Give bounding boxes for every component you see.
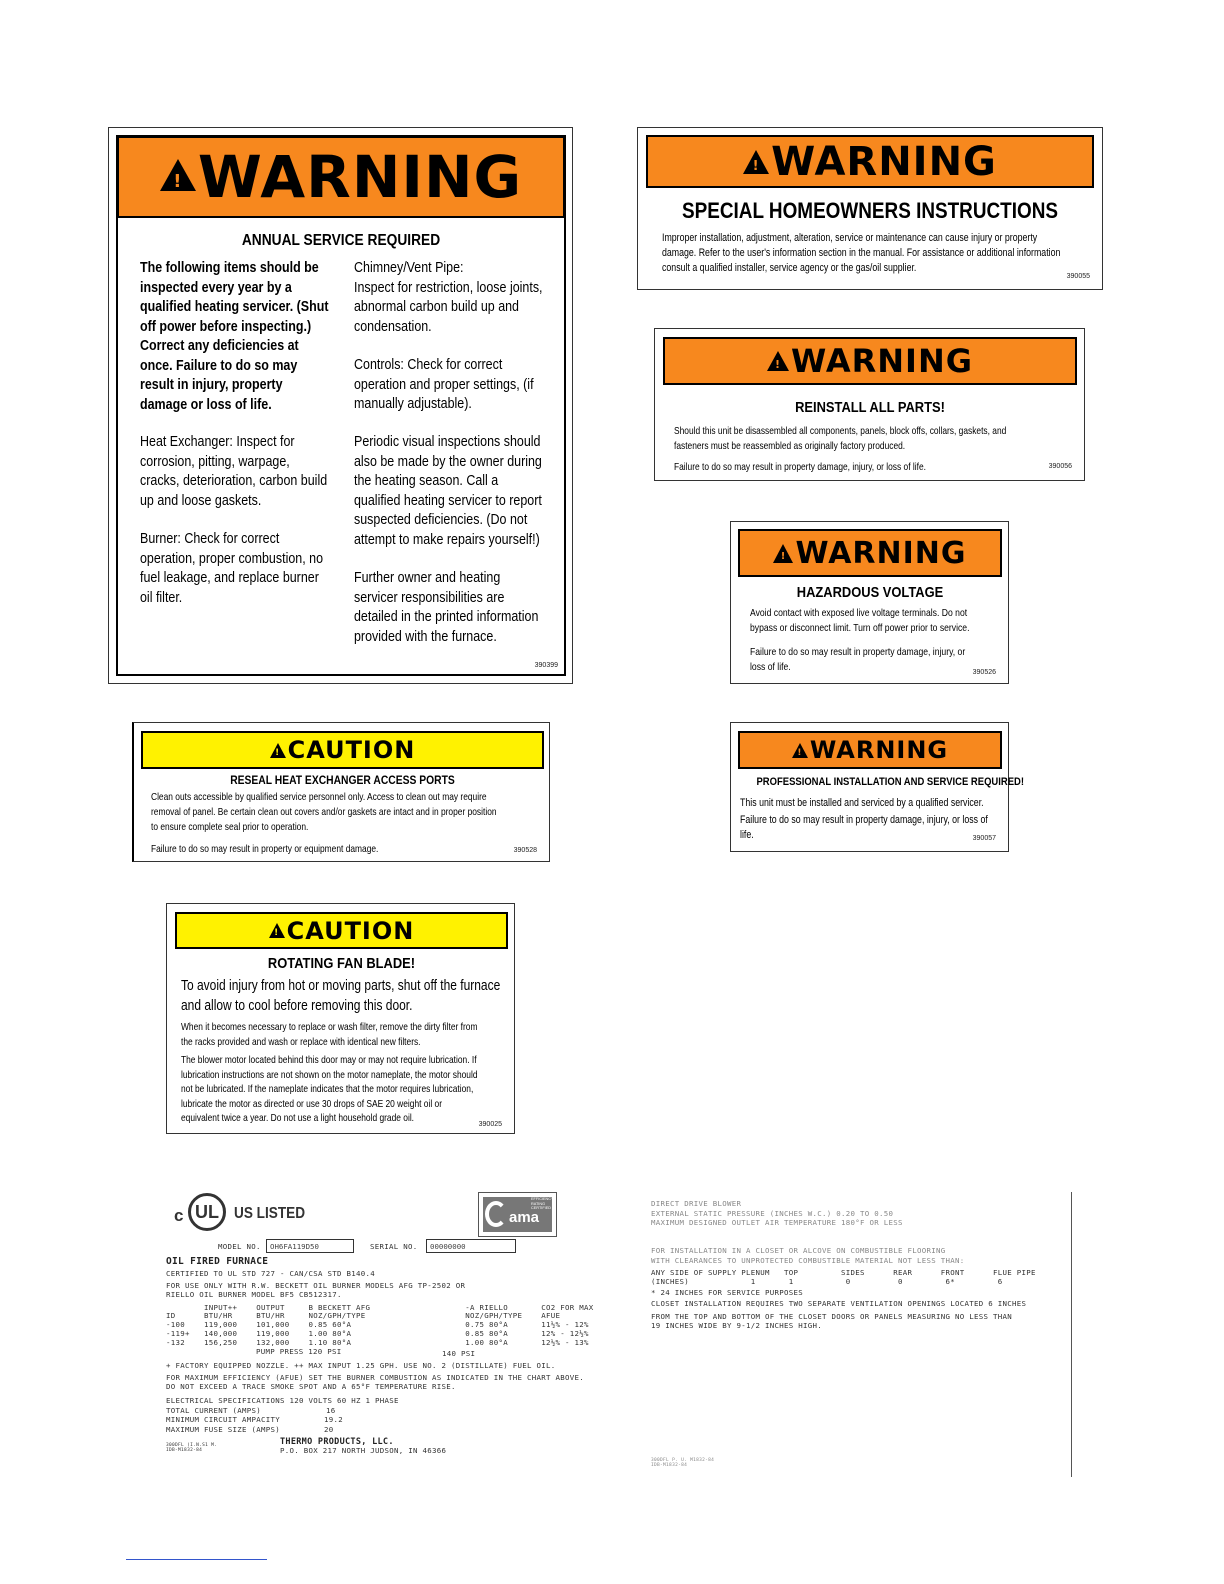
warning-banner [738, 731, 1002, 769]
closet-line: 19 INCHES WIDE BY 9-1/2 INCHES HIGH. [651, 1321, 822, 1330]
label-heading: PROFESSIONAL INSTALLATION AND SERVICE REQUIRED! [756, 776, 1025, 788]
caution-triangle-icon: ! [270, 743, 286, 758]
warning-banner [646, 135, 1094, 188]
cert-line: CERTIFIED TO UL STD 727 - CAN/CSA STD B140.4 [166, 1269, 375, 1278]
model-number-field: OH6FA119D50 [266, 1239, 354, 1253]
small-code: IDB-M1832-84 [166, 1448, 203, 1453]
serial-number-field: 00000000 [426, 1239, 516, 1253]
elec-key: MAXIMUM FUSE SIZE (AMPS) [166, 1425, 280, 1434]
caution-triangle-icon: ! [269, 923, 285, 938]
failure-text: Failure to do so may result in property or equipment damage. [151, 843, 379, 855]
warning-triangle-icon: ! [767, 351, 789, 371]
left-bold-text: The following items should be inspected every year by a qualified heating servicer. (Shut off power before inspecting.) Correct any deficiencies at once. Failure to do so may result in injury, property damage or loss of life. [140, 260, 329, 413]
warning-triangle-icon: ! [792, 743, 808, 758]
elec-key: TOTAL CURRENT (AMPS) [166, 1406, 261, 1415]
lubrication-text: The blower motor located behind this door may or may not require lubrication. If lubrication instructions are not shown on the motor nameplate, the motor should not be lubricated. If the nameplate indicates that the motor requires lubrication, lubricate the motor as directed or use 30 drops of SAE 20 weight oil or equivalent twice a year. Do not use a light household grade oil. [181, 1054, 478, 1124]
blower-nameplate [650, 1195, 1075, 1480]
caution-banner-text: CAUTION [286, 916, 415, 945]
warning-banner [663, 337, 1077, 385]
warning-banner-text: WARNING [795, 535, 967, 571]
warning-banner [117, 136, 565, 218]
part-number: 390057 [972, 835, 996, 842]
note-line: + FACTORY EQUIPPED NOZZLE. ++ MAX INPUT 1.25 GPH. USE NO. 2 (DISTILLATE) FUEL OIL. [166, 1361, 556, 1370]
closet-line: CLOSET INSTALLATION REQUIRES TWO SEPARATE VENTILATION OPENINGS LOCATED 6 INCHES [651, 1299, 1027, 1308]
elec-key: MINIMUM CIRCUIT AMPACITY [166, 1415, 280, 1424]
small-code: 300DFL P. U. M1832-84 [651, 1458, 715, 1463]
clearance-line: FOR INSTALLATION IN A CLOSET OR ALCOVE ON COMBUSTIBLE FLOORING [651, 1246, 946, 1255]
ul-circle-icon: UL [188, 1193, 226, 1231]
label-heading: SPECIAL HOMEOWNERS INSTRUCTIONS [682, 198, 1058, 223]
burner-text: Burner: Check for correct operation, proper combustion, no fuel leakage, and replace burner oil filter. [140, 531, 324, 606]
warning-triangle-icon: ! [743, 150, 769, 174]
serial-label: SERIAL NO. [370, 1242, 418, 1251]
small-code: IDB-M1832-84 [651, 1463, 688, 1468]
part-number: 390399 [534, 662, 558, 669]
periodic-text: Periodic visual inspections should also be made by the owner during the heating season. Call a qualified heating servicer to report suspected deficiencies. (Do not attempt to make repairs yourself!) [354, 434, 542, 548]
blower-line: MAXIMUM DESIGNED OUTLET AIR TEMPERATURE 180°F OR LESS [651, 1218, 903, 1227]
blower-line: DIRECT DRIVE BLOWER [651, 1199, 742, 1208]
ul-listed-text: US LISTED [234, 1205, 306, 1222]
part-number: 390025 [478, 1121, 502, 1128]
small-code: 300DFL (I.N.S1 M. [166, 1443, 218, 1448]
caution-banner-text: CAUTION [287, 736, 416, 764]
label-body: Improper installation, adjustment, alteration, service or maintenance can cause injury or property damage. Refer to the user's information section in the manual. For assistance or additional information consult a qualified installer, service agency or the gas/oil supplier. [662, 232, 1061, 274]
note-line: FOR MAXIMUM EFFICIENCY (AFUE) SET THE BURNER COMBUSTION AS INDICATED IN THE CHART ABOVE. [166, 1373, 584, 1382]
nameplate-title: OIL FIRED FURNACE [166, 1256, 269, 1267]
reinstall-parts-label [654, 328, 1085, 481]
label-body: This unit must be installed and serviced by a qualified servicer. [740, 797, 984, 809]
footnote-separator [126, 1559, 267, 1560]
warning-banner [738, 529, 1002, 577]
hazardous-voltage-label [730, 521, 1009, 684]
controls-text: Controls: Check for correct operation and proper settings, (if manually adjustable). [354, 357, 534, 412]
part-number: 390526 [972, 669, 996, 676]
table-header-2: ID BTU/HR BTU/HR NOZ/GPH/TYPE NOZ/GPH/TYPE AFUE [166, 1311, 561, 1320]
caution-banner [141, 731, 544, 769]
clearance-line: WITH CLEARANCES TO UNPROTECTED COMBUSTIBLE MATERIAL NOT LESS THAN: [651, 1256, 965, 1265]
pump-pressure-riello: 140 PSI [442, 1349, 476, 1358]
failure-text: Failure to do so may result in property damage, injury, or loss of life. [750, 646, 966, 673]
label-heading: ROTATING FAN BLADE! [267, 955, 416, 972]
clearance-header: ANY SIDE OF SUPPLY PLENUM TOP SIDES REAR FRONT FLUE PIPE [651, 1268, 1036, 1277]
label-heading: ANNUAL SERVICE REQUIRED [241, 232, 441, 249]
elec-value: 19.2 [324, 1415, 343, 1424]
clearance-values: (INCHES) 1 1 0 0 6* 6 [651, 1277, 1003, 1286]
closet-line: FROM THE TOP AND BOTTOM OF THE CLOSET DOORS OR PANELS MEASURING NO LESS THAN [651, 1312, 1012, 1321]
table-row: -119+ 140,000 119,000 1.00 80°A 0.85 80°A 12% - 12½% [166, 1329, 589, 1338]
failure-text: Failure to do so may result in property damage, injury, or loss of life. [740, 814, 988, 841]
warning-triangle-icon: ! [160, 159, 196, 191]
gama-logo: ama EFFICIENCY RATING CERTIFIED [478, 1192, 557, 1237]
rating-nameplate [160, 1180, 594, 1470]
elec-value: 20 [324, 1425, 334, 1434]
label-heading: REINSTALL ALL PARTS! [795, 399, 945, 416]
reseal-ports-label [132, 722, 550, 862]
ul-listed-logo: c UL US LISTED [174, 1188, 324, 1236]
warning-banner-text: WARNING [791, 342, 973, 380]
electrical-spec: ELECTRICAL SPECIFICATIONS 120 VOLTS 60 HZ 1 PHASE [166, 1396, 399, 1405]
pump-pressure-beckett: PUMP PRESS 120 PSI [256, 1347, 342, 1356]
use-line-2: RIELLO OIL BURNER MODEL BF5 CB512317. [166, 1290, 342, 1299]
warning-banner-text: WARNING [771, 138, 997, 185]
annual-service-label [108, 127, 573, 684]
use-line-1: FOR USE ONLY WITH R.W. BECKETT OIL BURNER MODELS AFG TP-2502 OR [166, 1281, 466, 1290]
model-label: MODEL NO. [218, 1242, 261, 1251]
elec-value: 16 [326, 1406, 336, 1415]
label-body: Avoid contact with exposed live voltage terminals. Do not bypass or disconnect limit. Turn off power prior to service. [750, 607, 970, 634]
warning-banner-text: WARNING [809, 736, 949, 764]
table-row: -100 119,000 101,000 0.85 60°A 0.75 80°A 11½% - 12% [166, 1320, 589, 1329]
service-note: * 24 INCHES FOR SERVICE PURPOSES [651, 1288, 803, 1297]
part-number: 390056 [1048, 463, 1072, 470]
label-body: Clean outs accessible by qualified service personnel only. Access to clean out may require removal of panel. Be certain clean out covers and/or gaskets are intact and in proper position to ensure complete seal prior to operation. [151, 791, 497, 833]
note-line: DO NOT EXCEED A TRACE SMOKE SPOT AND A 65°F TEMPERATURE RISE. [166, 1382, 456, 1391]
part-number: 390528 [513, 847, 537, 854]
filter-text: When it becomes necessary to replace or wash filter, remove the dirty filter from the racks provided and wash or replace with identical new filters. [181, 1021, 478, 1048]
caution-banner [175, 912, 508, 949]
label-heading: RESEAL HEAT EXCHANGER ACCESS PORTS [230, 773, 455, 787]
main-instruction: To avoid injury from hot or moving parts, shut off the furnace and allow to cool before removing this door. [181, 977, 501, 1014]
warning-banner-text: WARNING [197, 143, 523, 211]
label-heading: HAZARDOUS VOLTAGE [796, 584, 944, 601]
table-row: -132 156,250 132,000 1.10 80°A 1.00 80°A 12½% - 13% [166, 1338, 589, 1347]
further-text: Further owner and heating servicer responsibilities are detailed in the printed information provided with the furnace. [354, 570, 539, 645]
rotating-fan-label [166, 903, 515, 1134]
table-header-1: INPUT++ OUTPUT B BECKETT AFG -A RIELLO CO2 FOR MAX [166, 1303, 594, 1312]
professional-installation-label [730, 722, 1025, 852]
chimney-text: Chimney/Vent Pipe: Inspect for restriction, loose joints, abnormal carbon build up and condensation. [354, 260, 543, 335]
blower-line: EXTERNAL STATIC PRESSURE (INCHES W.C.) 0.20 TO 0.50 [651, 1209, 894, 1218]
company-address: P.O. BOX 217 NORTH JUDSON, IN 46366 [280, 1446, 447, 1455]
homeowners-label [637, 127, 1103, 290]
company-name: THERMO PRODUCTS, LLC. [280, 1437, 394, 1447]
failure-text: Failure to do so may result in property damage, injury, or loss of life. [674, 461, 926, 473]
label-body: Should this unit be disassembled all components, panels, block offs, collars, gaskets, and fasteners must be reassembled as originally factory produced. [674, 425, 1007, 452]
heat-exchanger-text: Heat Exchanger: Inspect for corrosion, pitting, warpage, cracks, deterioration, carbon build up and loose gaskets. [140, 434, 328, 509]
warning-triangle-icon: ! [773, 544, 793, 563]
part-number: 390055 [1066, 273, 1090, 280]
